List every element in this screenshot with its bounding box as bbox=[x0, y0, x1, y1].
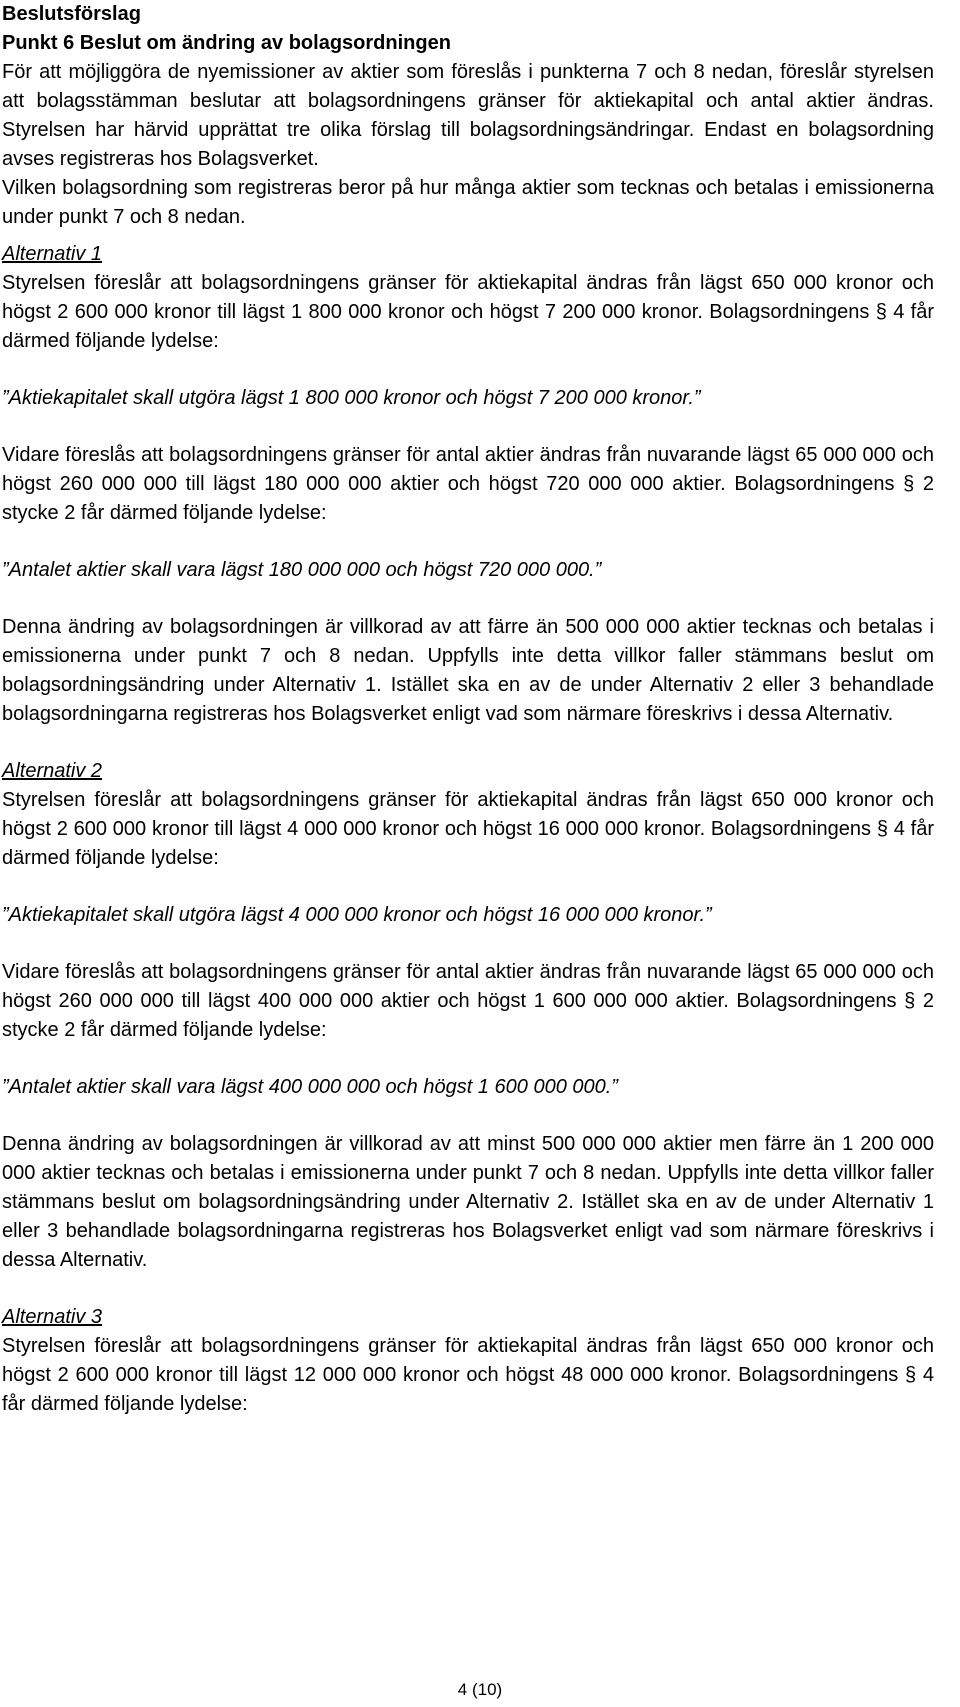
alternative-1-heading: Alternativ 1 bbox=[2, 243, 103, 265]
intro-paragraph: För att möjliggöra de nyemissioner av aktier som föreslås i punkterna 7 och 8 nedan, föreslår styrelsen att bolagsstämman beslutar att bolagsordningens gränser för aktiekapital och antal aktier ändras. Styrelsen har härvid upprättat tre olika förslag till bolagsordningsändringar. Endast en bolagsordning avses registreras hos Bolagsverket. bbox=[2, 61, 934, 170]
alternative-2-condition: Denna ändring av bolagsordningen är villkorad av att minst 500 000 000 aktier men färre än 1 200 000 000 aktier tecknas och betalas i emissionerna under punkt 7 och 8 nedan. Uppfylls inte detta villkor faller stämmans beslut om bolagsordningsändring under Alternativ 2. Istället ska en av de under Alternativ 1 eller 3 behandlade bolagsordningarna registreras hos Bolagsverket enligt vad som närmare föreskrivs i dessa Alternativ. bbox=[2, 1133, 934, 1271]
alternative-1-condition: Denna ändring av bolagsordningen är villkorad av att färre än 500 000 000 aktier tecknas och betalas i emissionerna under punkt 7 och 8 nedan. Uppfylls inte detta villkor faller stämmans beslut om bolagsordningsändring under Alternativ 1. Istället ska en av de under Alternativ 2 eller 3 behandlade bolagsordningarna registreras hos Bolagsverket enligt vad som närmare föreskrivs i dessa Alternativ. bbox=[2, 616, 934, 725]
alternative-2-shares-text: Vidare föreslås att bolagsordningens gränser för antal aktier ändras från nuvarande lägst 65 000 000 och högst 260 000 000 till lägst 400 000 000 aktier och högst 1 600 000 000 aktier. Bolagsordningens § 2 stycke 2 får därmed följande lydelse: bbox=[2, 961, 934, 1041]
document-heading: Beslutsförslag bbox=[2, 3, 141, 25]
alternative-1-shares-quote: ”Antalet aktier skall vara lägst 180 000 000 och högst 720 000 000.” bbox=[2, 559, 602, 581]
alternative-2-heading: Alternativ 2 bbox=[2, 760, 103, 782]
page-number: 4 (10) bbox=[457, 1680, 503, 1699]
alternative-2-capital-quote: ”Aktiekapitalet skall utgöra lägst 4 000 000 kronor och högst 16 000 000 kronor.” bbox=[2, 904, 712, 926]
document-body bbox=[2, 0, 934, 1419]
alternative-3-capital-text: Styrelsen föreslår att bolagsordningens gränser för aktiekapital ändras från lägst 650 000 kronor och högst 2 600 000 kronor till lägst 12 000 000 kronor och högst 48 000 000 kronor. Bolagsordningens § 4 får därmed följande lydelse: bbox=[2, 1335, 934, 1415]
alternative-1-capital-text: Styrelsen föreslår att bolagsordningens gränser för aktiekapital ändras från lägst 650 000 kronor och högst 2 600 000 kronor till lägst 1 800 000 kronor och högst 7 200 000 kronor. Bolagsordningens § 4 får därmed följande lydelse: bbox=[2, 272, 934, 352]
alternative-2-capital-text: Styrelsen föreslår att bolagsordningens gränser för aktiekapital ändras från lägst 650 000 kronor och högst 2 600 000 kronor till lägst 4 000 000 kronor och högst 16 000 000 kronor. Bolagsordningens § 4 får därmed följande lydelse: bbox=[2, 789, 934, 869]
section-heading: Punkt 6 Beslut om ändring av bolagsordningen bbox=[2, 32, 451, 54]
alternative-1-capital-quote: ”Aktiekapitalet skall utgöra lägst 1 800 000 kronor och högst 7 200 000 kronor.” bbox=[2, 387, 701, 409]
alternative-3-heading: Alternativ 3 bbox=[2, 1306, 103, 1328]
alternative-2-shares-quote: ”Antalet aktier skall vara lägst 400 000 000 och högst 1 600 000 000.” bbox=[2, 1076, 618, 1098]
intro-paragraph: Vilken bolagsordning som registreras beror på hur många aktier som tecknas och betalas i emissionerna under punkt 7 och 8 nedan. bbox=[2, 177, 934, 228]
alternative-1-shares-text: Vidare föreslås att bolagsordningens gränser för antal aktier ändras från nuvarande lägst 65 000 000 och högst 260 000 000 till lägst 180 000 000 aktier och högst 720 000 000 aktier. Bolagsordningens § 2 stycke 2 får därmed följande lydelse: bbox=[2, 444, 934, 524]
